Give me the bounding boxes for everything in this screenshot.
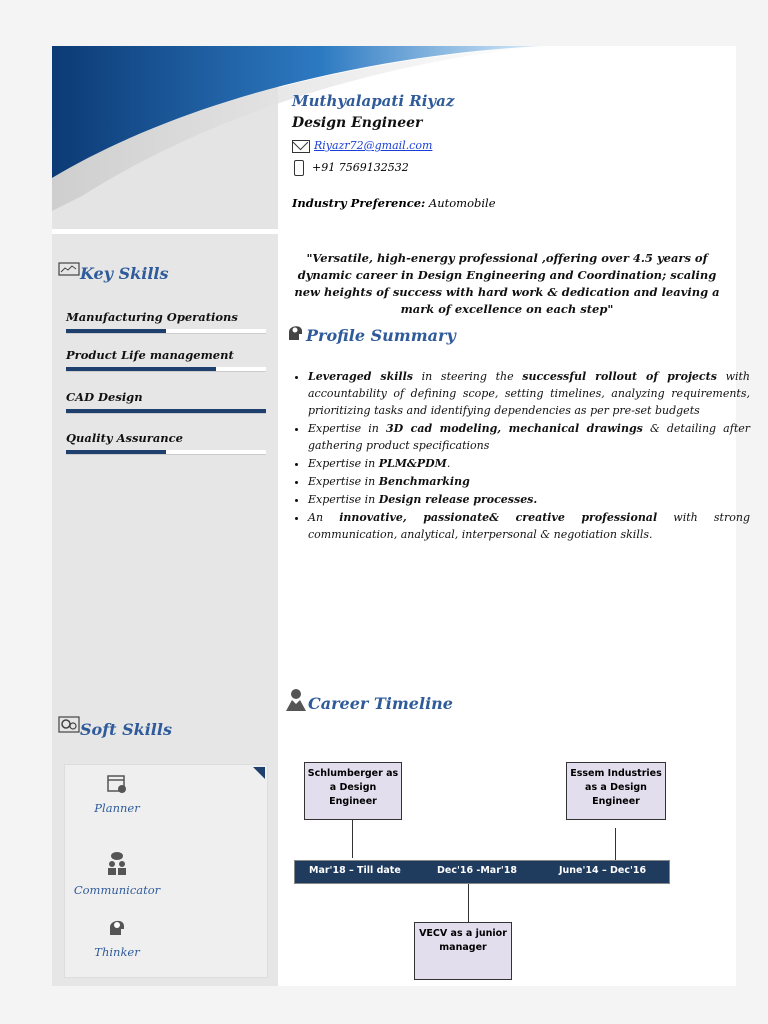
candidate-role: Design Engineer [292,115,423,131]
skill-bar-fill [66,409,266,413]
gears-icon [58,716,80,734]
soft-skill-communicator [65,851,169,897]
soft-skill-label: Communicator [73,883,161,897]
career-timeline-title: Career Timeline [308,694,453,713]
head-profile-icon [286,322,304,342]
person-career-icon [284,688,308,712]
profile-bullets [288,368,750,544]
email-link[interactable]: Riyazr72@gmail.com [314,139,433,152]
skill-bar [66,329,266,334]
skill-label: Quality Assurance [66,431,183,445]
soft-skill-label: Thinker [94,945,140,959]
timeline-role-box: Essem Industries as a Design Engineer [566,762,666,820]
soft-skills-title: Soft Skills [80,720,172,739]
chart-monitor-icon [58,262,80,278]
list-item: • Expertise in Benchmarking [308,473,750,490]
skill-label: Manufacturing Operations [66,310,238,324]
skill-item [66,390,266,414]
list-item: • Expertise in Design release processes. [308,491,750,508]
resume-page [52,46,751,986]
soft-skills-panel [64,764,268,978]
timeline-role-box: Schlumberger as a Design Engineer [304,762,402,820]
industry-preference [292,196,496,210]
phone-row [294,160,409,176]
timeline-date: Mar'18 – Till date [309,865,401,876]
timeline-bar [294,860,670,884]
skill-bar [66,450,266,455]
skill-bar [66,367,266,372]
timeline-date: Dec'16 -Mar'18 [437,865,518,876]
soft-skill-label: Planner [94,801,140,815]
skill-item [66,431,266,455]
industry-label: Industry Preference: [292,196,426,210]
mail-icon [292,140,310,153]
list-item: • Expertise in 3D cad modeling, mechanical drawings & detailing after gathering product specifications [308,420,750,454]
timeline-connector [615,828,616,860]
corner-marker [253,767,265,779]
skill-bar-fill [66,450,166,454]
main-content [278,234,751,986]
skill-label: CAD Design [66,390,143,404]
skill-item [66,310,266,334]
skill-bar [66,409,266,414]
phone-number: +91 7569132532 [312,161,409,174]
list-item: • Leveraged skills in steering the successful rollout of projects with accountability of defining scope, setting timelines, analyzing requirements, prioritizing tasks and identifying dependencies as per pre-set budgets [308,368,750,419]
skill-bar-fill [66,329,166,333]
career-quote: "Versatile, high-energy professional ,offering over 4.5 years of dynamic career in Design Engineering and Coordination; scaling new heights of success with hard work & dedication and leaving a mark of excellence on each step" [294,251,720,316]
people-talk-icon [105,851,129,877]
timeline-connector [468,884,469,922]
profile-summary-title: Profile Summary [306,326,456,345]
email-row [292,139,432,153]
phone-icon [294,160,304,176]
key-skills-title: Key Skills [80,264,169,283]
timeline-date: June'14 – Dec'16 [559,865,647,876]
industry-value: Automobile [428,196,496,210]
skill-bar-fill [66,367,216,371]
sidebar [52,234,278,986]
soft-skill-thinker [65,915,169,959]
candidate-name: Muthyalapati Riyaz [292,92,455,110]
skill-item [66,348,266,372]
skill-label: Product Life management [66,348,234,362]
soft-skill-planner [65,773,169,815]
header [52,46,736,231]
timeline-role-box: VECV as a junior manager [414,922,512,980]
list-item: • An innovative, passionate& creative professional with strong communication, analytical, interpersonal & negotiation skills. [308,509,750,543]
list-item: • Expertise in PLM&PDM. [308,455,750,472]
calendar-icon [106,773,128,795]
timeline-connector [352,820,353,858]
head-gear-icon [106,915,128,939]
